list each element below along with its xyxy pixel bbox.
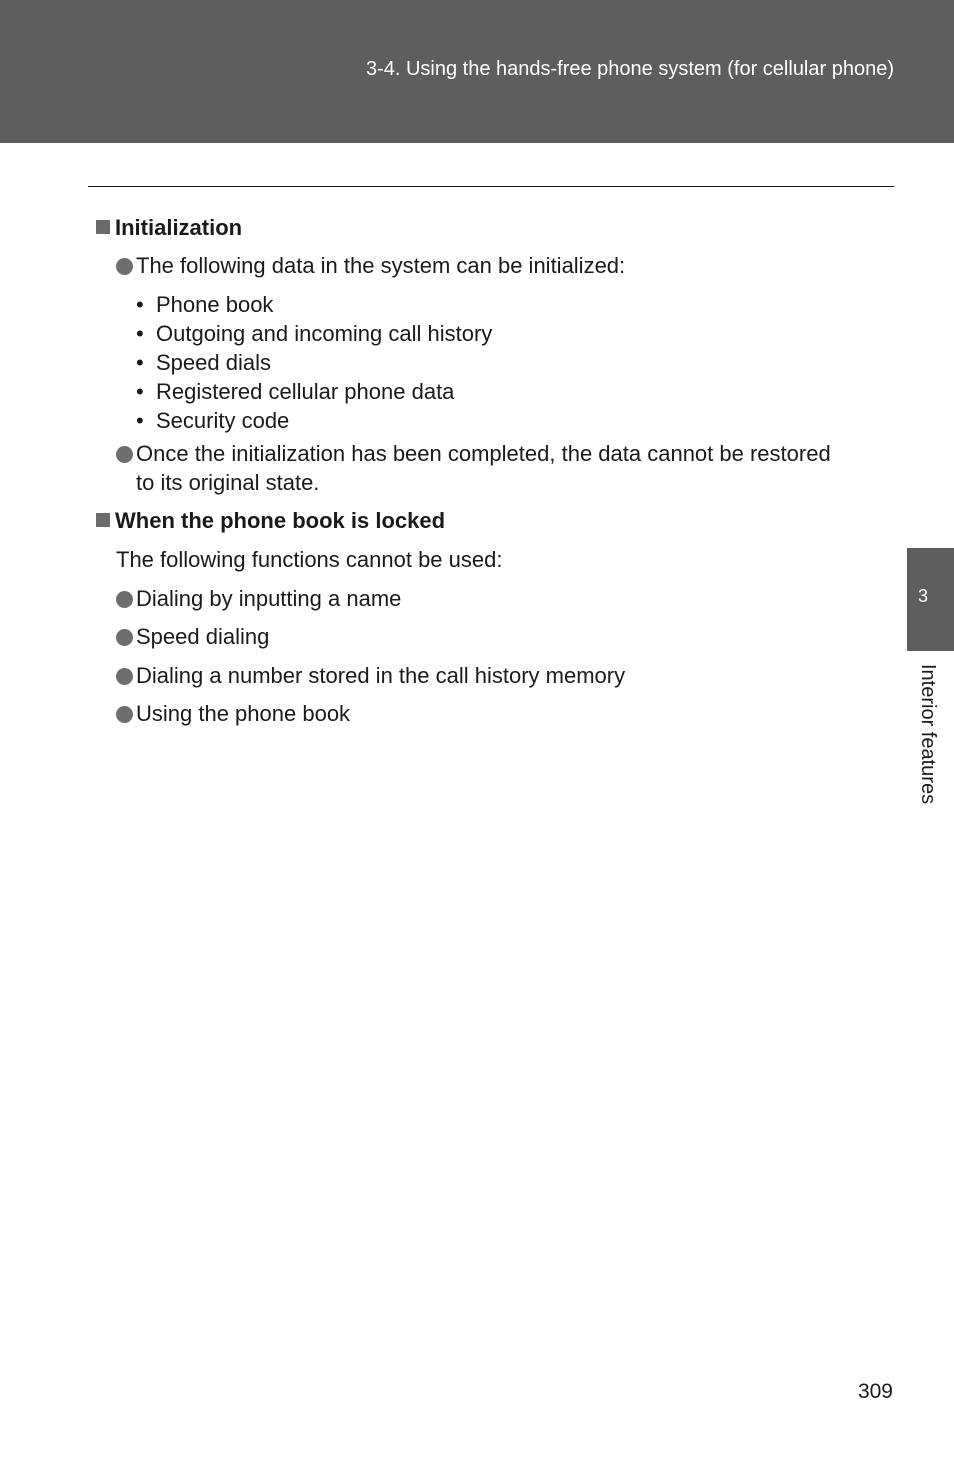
initialization-heading — [96, 213, 242, 242]
locked-heading-text: When the phone book is locked — [115, 508, 446, 533]
list-item: Dialing by inputting a name — [136, 586, 402, 611]
circle-bullet-icon — [116, 258, 133, 275]
chapter-tab-number: 3 — [918, 586, 929, 606]
circle-bullet-icon — [116, 668, 133, 685]
locked-intro: The following functions cannot be used: — [116, 547, 503, 572]
list-item-text: Outgoing and incoming call history — [156, 321, 493, 346]
square-bullet-icon — [96, 220, 110, 234]
page-number: 309 — [857, 1380, 893, 1403]
list-item: • Outgoing and incoming call history — [136, 321, 493, 346]
list-item: Using the phone book — [136, 701, 351, 726]
initialization-note-line1: Once the initialization has been completed, the data cannot be restored — [136, 441, 831, 466]
chapter-tab-label: Interior features — [917, 664, 939, 805]
list-item: Speed dialing — [136, 624, 270, 649]
page-header — [0, 0, 954, 143]
initialization-intro: The following data in the system can be initialized: — [136, 253, 626, 278]
header-title: 3-4. Using the hands-free phone system (for cellular phone) — [365, 58, 894, 80]
chapter-tab — [907, 548, 954, 651]
list-item: • Phone book — [136, 292, 274, 317]
initialization-heading-text: Initialization — [115, 215, 243, 240]
locked-heading — [96, 506, 445, 535]
list-item: • Speed dials — [136, 350, 271, 375]
list-item-text: Speed dials — [156, 350, 271, 375]
circle-bullet-icon — [116, 446, 133, 463]
circle-bullet-icon — [116, 706, 133, 723]
initialization-note-line2: to its original state. — [136, 470, 320, 495]
section-divider — [88, 186, 894, 187]
list-item: • Registered cellular phone data — [136, 379, 455, 404]
circle-bullet-icon — [116, 629, 133, 646]
square-bullet-icon — [96, 513, 110, 527]
list-item-text: Phone book — [156, 292, 274, 317]
list-item: Dialing a number stored in the call history memory — [136, 663, 626, 688]
list-item-text: Registered cellular phone data — [156, 379, 455, 404]
list-item-text: Security code — [156, 408, 290, 433]
circle-bullet-icon — [116, 591, 133, 608]
list-item: • Security code — [136, 408, 290, 433]
